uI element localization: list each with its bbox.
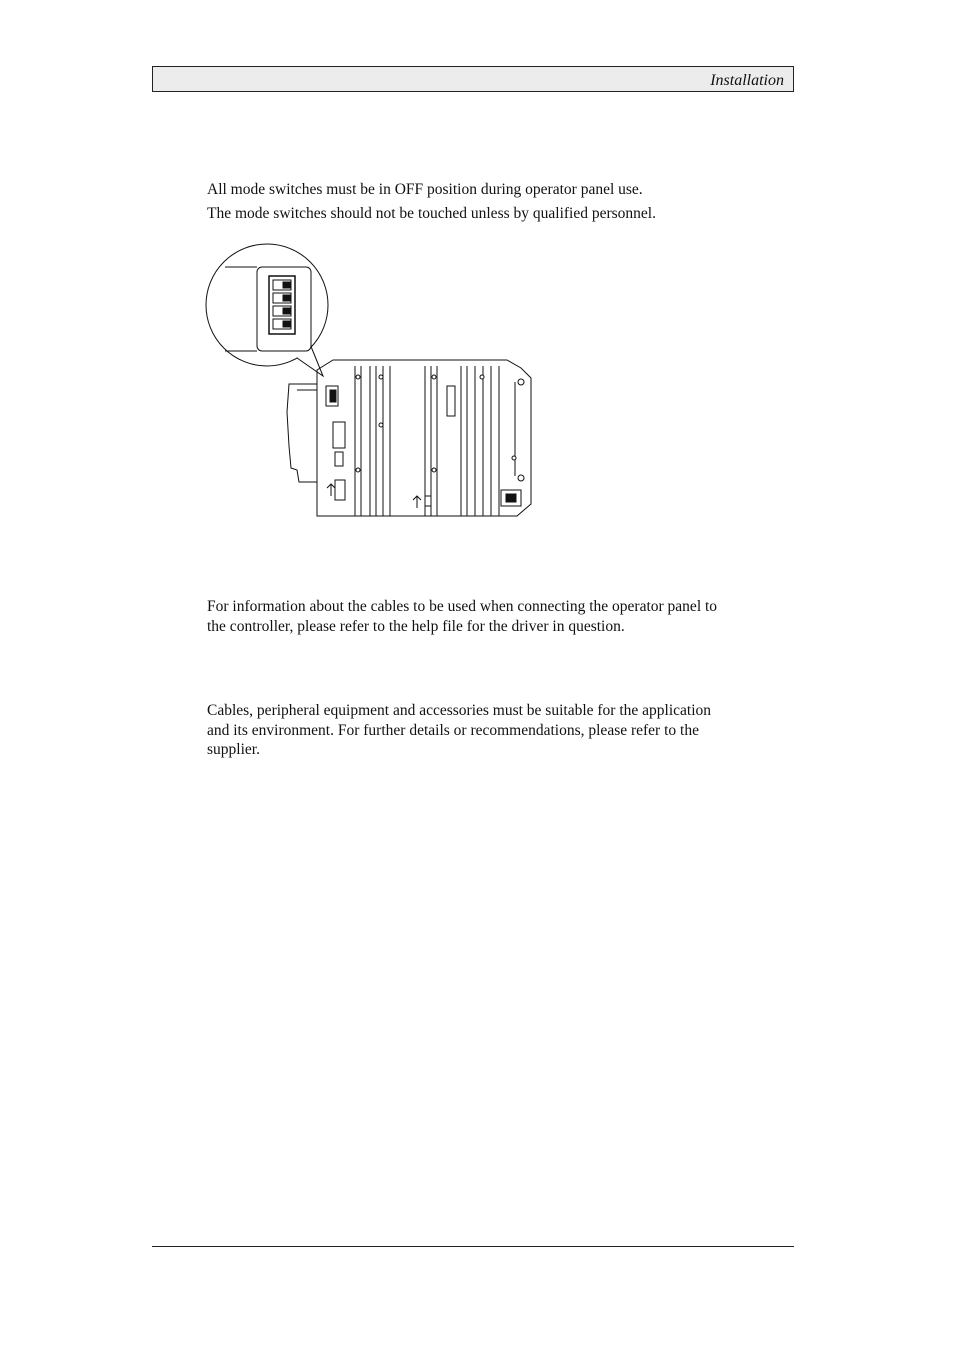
usb-icon [413,496,421,508]
usb-icon [327,484,335,496]
cooling-fins [355,366,515,516]
cables-info [207,597,767,636]
page-header-bar [152,66,794,92]
device-mode-switch-illustration [205,242,535,522]
footer-rule [152,1246,794,1247]
peripherals-note [207,701,767,760]
side-port [333,422,345,448]
cables-info-line: the controller, please refer to the help file for the driver in question. [207,617,625,635]
section-title: Installation [710,72,784,89]
cables-info-line: For information about the cables to be used when connecting the operator panel to [207,598,718,615]
peripherals-note-line: Cables, peripheral equipment and accessories must be suitable for the application [207,702,712,719]
peripherals-note-line: and its environment. For further details or recommendations, please refer to the [207,721,699,739]
mounting-bracket [287,384,317,482]
fin-rivets [356,375,516,472]
peripherals-note-line: supplier. [207,741,260,758]
mode-switch-note [207,180,767,223]
mode-switch-note-line: All mode switches must be in OFF position during operator panel use. [207,181,643,198]
expansion-connector [447,386,455,416]
mode-switch-note-line: The mode switches should not be touched unless by qualified personnel. [207,204,656,222]
